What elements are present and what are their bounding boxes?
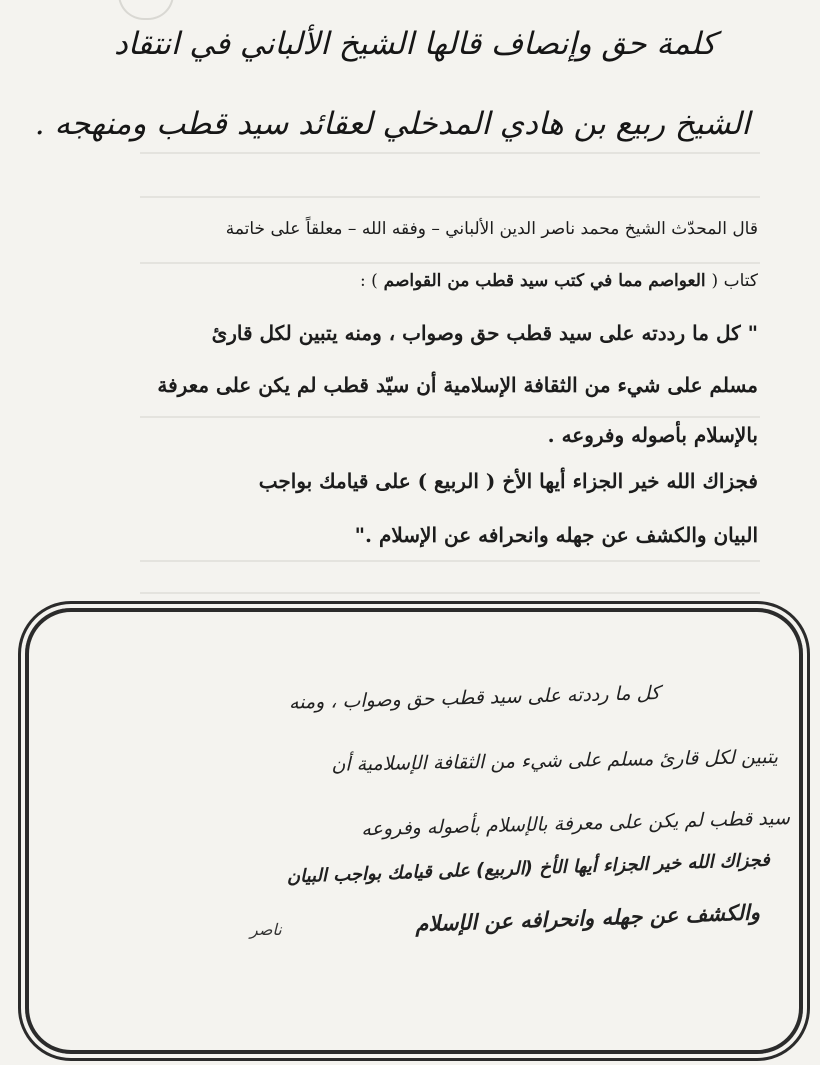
bleed-through-line xyxy=(140,560,760,562)
bleed-through-line xyxy=(140,262,760,264)
bleed-through-line xyxy=(140,196,760,198)
signature: ناصر xyxy=(250,920,282,939)
quote-line-2: مسلم على شيء من الثقافة الإسلامية أن سيّد قطب لم يكن على معرفة xyxy=(157,373,758,397)
handwritten-line-1: كل ما رددته على سيد قطب حق وصواب ، ومنه xyxy=(288,681,661,714)
title-line-1: كلمة حق وإنصاف قالها الشيخ الألباني في انتقاد xyxy=(114,26,716,62)
quote-line-4: فجزاك الله خير الجزاء أيها الأخ ( الربيع ) على قيامك بواجب xyxy=(258,469,758,493)
handwritten-line-3: سيد قطب لم يكن على معرفة بالإسلام بأصوله وفروعه xyxy=(361,807,791,841)
handwritten-line-4: فجزاك الله خير الجزاء أيها الأخ (الربيع) على قيامك بواجب البيان xyxy=(286,849,771,888)
book-title: العواصم مما في كتب سيد قطب من القواصم xyxy=(377,271,712,291)
quote-line-3: بالإسلام بأصوله وفروعه . xyxy=(547,423,758,447)
intro-line-1: قال المحدّث الشيخ محمد ناصر الدين الألباني – وفقه الله – معلقاً على خاتمة xyxy=(225,219,758,239)
bleed-through-line xyxy=(140,592,760,594)
handwritten-line-5: والكشف عن جهله وانحرافه عن الإسلام xyxy=(414,900,761,937)
intro-line-2 xyxy=(58,268,758,294)
page-top-mark xyxy=(118,0,174,20)
intro-line-2-post: ) : xyxy=(359,271,378,291)
title-line-2: الشيخ ربيع بن هادي المدخلي لعقائد سيد قطب ومنهجه . xyxy=(34,106,750,142)
bleed-through-line xyxy=(140,152,760,154)
quote-line-1: " كل ما رددته على سيد قطب حق وصواب ، ومنه يتبين لكل قارئ xyxy=(211,321,758,345)
handwritten-line-2: يتبين لكل قارئ مسلم على شيء من الثقافة الإسلامية أن xyxy=(331,745,779,776)
bleed-through-line xyxy=(140,416,760,418)
quote-line-5: البيان والكشف عن جهله وانحرافه عن الإسلام ." xyxy=(354,523,758,547)
intro-line-2-pre: كتاب ( xyxy=(711,271,758,291)
